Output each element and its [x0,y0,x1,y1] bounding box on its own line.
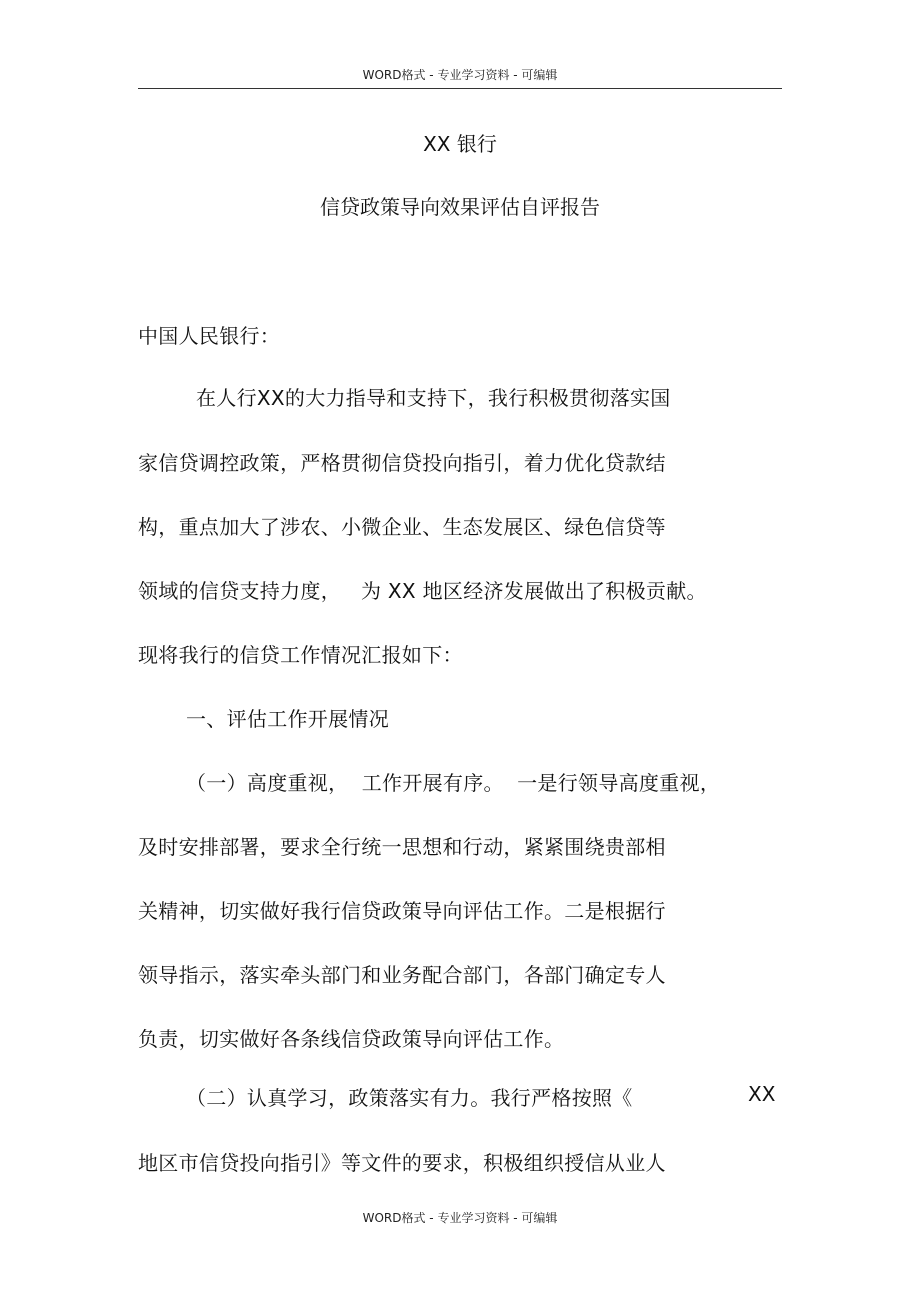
paragraph-line: 领域的信贷支持力度， 为 XX 地区经济发展做出了积极贡献。 [138,579,707,603]
paragraph-line-tail: XX [748,1082,776,1106]
paragraph-line: 家信贷调控政策，严格贯彻信贷投向指引，着力优化贷款结 [138,451,666,475]
paragraph-line: （二）认真学习，政策落实有力。我行严格按照《 [186,1086,633,1110]
document-title-report: 信贷政策导向效果评估自评报告 [320,195,600,219]
page-footer: WORD格式 - 专业学习资料 - 可编辑 [362,1211,558,1225]
paragraph-line: 负责，切实做好各条线信贷政策导向评估工作。 [138,1027,565,1051]
paragraph-line: 领导指示，落实牵头部门和业务配合部门，各部门确定专人 [138,963,666,987]
paragraph-line: 现将我行的信贷工作情况汇报如下： [138,643,463,667]
header-divider [138,88,782,89]
paragraph-line: 地区市信贷投向指引》等文件的要求，积极组织授信从业人 [138,1151,666,1175]
paragraph-line: 关精神，切实做好我行信贷政策导向评估工作。二是根据行 [138,899,666,923]
paragraph-line: （一）高度重视， 工作开展有序。 一是行领导高度重视， [186,771,721,795]
paragraph-line: 在人行XX的大力指导和支持下，我行积极贯彻落实国 [196,386,671,410]
section-heading: 一、评估工作开展情况 [186,707,389,731]
document-title-bank: XX 银行 [423,132,497,156]
paragraph-line: 及时安排部署，要求全行统一思想和行动，紧紧围绕贵部相 [138,835,666,859]
salutation: 中国人民银行： [138,324,281,348]
page-header: WORD格式 - 专业学习资料 - 可编辑 [362,68,558,82]
paragraph-line: 构，重点加大了涉农、小微企业、生态发展区、绿色信贷等 [138,515,666,539]
